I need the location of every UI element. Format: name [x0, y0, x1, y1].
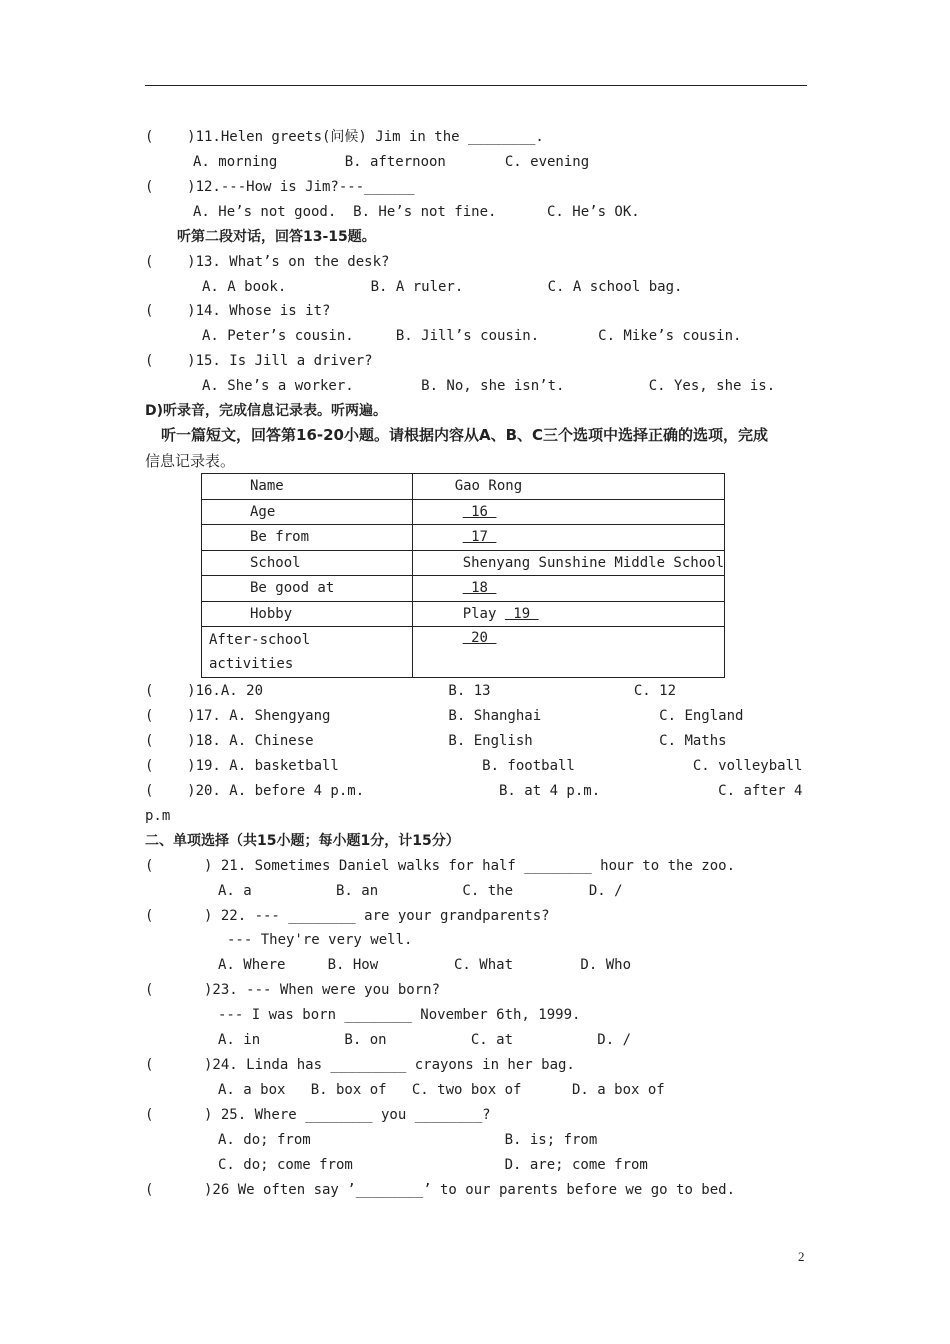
- page-number: 2: [798, 1249, 805, 1264]
- table-row: [202, 627, 725, 678]
- table-key: Be from: [202, 525, 413, 551]
- q25-stem: ( ) 25. Where ________ you ________?: [145, 1107, 491, 1123]
- table-row: [202, 576, 725, 602]
- table-key: Name: [202, 474, 413, 500]
- q16: ( )16.A. 20 B. 13 C. 12: [145, 683, 677, 699]
- q11-stem: ( )11.Helen greets(问候) Jim in the ________.: [145, 129, 544, 145]
- q25-options-cd: C. do; come from D. are; come from: [218, 1157, 648, 1173]
- table-value: Gao Rong: [412, 474, 724, 500]
- part-d-title: D)听录音，完成信息记录表。听两遍。: [145, 403, 388, 419]
- header-rule: [145, 85, 807, 86]
- q23-response: --- I was born ________ November 6th, 1999.: [218, 1007, 581, 1023]
- table-value: Shenyang Sunshine Middle School: [412, 550, 724, 576]
- q14-options: A. Peter’s cousin. B. Jill’s cousin. C. Mike’s cousin.: [202, 328, 742, 344]
- table-key: School: [202, 550, 413, 576]
- blank-16: 16: [462, 503, 497, 520]
- q12-options: A. He’s not good. B. He’s not fine. C. He’s OK.: [193, 204, 640, 220]
- q13-stem: ( )13. What’s on the desk?: [145, 254, 390, 270]
- q20-wrap: p.m: [145, 808, 171, 824]
- blank-19: 19: [504, 605, 539, 622]
- activities-label: activities: [209, 656, 294, 672]
- q15-stem: ( )15. Is Jill a driver?: [145, 353, 373, 369]
- section-title-dialogue-2: 听第二段对话，回答13-15题。: [177, 229, 376, 245]
- table-key: Hobby: [202, 601, 413, 627]
- blank-20: 20: [462, 630, 497, 646]
- q19: ( )19. A. basketball B. football C. volleyball: [145, 758, 803, 774]
- q18: ( )18. A. Chinese B. English C. Maths: [145, 733, 727, 749]
- table-row: [202, 525, 725, 551]
- after-school-label: After-school: [209, 632, 311, 648]
- q17: ( )17. A. Shengyang B. Shanghai C. England: [145, 708, 744, 724]
- hobby-prefix: Play: [462, 605, 505, 622]
- section-title-single-choice: 二、单项选择（共15小题；每小题1分，计15分）: [145, 833, 460, 849]
- table-row: [202, 601, 725, 627]
- q12-stem: ( )12.---How is Jim?---______: [145, 179, 415, 195]
- q22-stem: ( ) 22. --- ________ are your grandparents?: [145, 908, 550, 924]
- q24-options: A. a box B. box of C. two box of D. a box of: [218, 1082, 665, 1098]
- table-key: Age: [202, 499, 413, 525]
- q15-options: A. She’s a worker. B. No, she isn’t. C. Yes, she is.: [202, 378, 776, 394]
- blank-17: 17: [462, 529, 497, 546]
- table-row: [202, 550, 725, 576]
- q23-stem: ( )23. --- When were you born?: [145, 982, 441, 998]
- blank-18: 18: [462, 580, 497, 597]
- q25-options-ab: A. do; from B. is; from: [218, 1132, 598, 1148]
- table-row: [202, 474, 725, 500]
- q14-stem: ( )14. Whose is it?: [145, 303, 331, 319]
- q13-options: A. A book. B. A ruler. C. A school bag.: [202, 279, 683, 295]
- table-key: [202, 627, 413, 678]
- q21-options: A. a B. an C. the D. /: [218, 883, 623, 899]
- info-record-table: [201, 473, 725, 678]
- table-key: Be good at: [202, 576, 413, 602]
- q23-options: A. in B. on C. at D. /: [218, 1032, 632, 1048]
- part-d-instruction-cont: 信息记录表。: [145, 452, 236, 470]
- q11-options: A. morning B. afternoon C. evening: [193, 154, 590, 170]
- q21-stem: ( ) 21. Sometimes Daniel walks for half ________ hour to the zoo.: [145, 858, 736, 874]
- q26-stem: ( )26 We often say ’________’ to our parents before we go to bed.: [145, 1182, 736, 1198]
- table-row: [202, 499, 725, 525]
- q20: ( )20. A. before 4 p.m. B. at 4 p.m. C. after 4: [145, 783, 803, 799]
- q22-response: --- They're very well.: [227, 932, 413, 948]
- q24-stem: ( )24. Linda has _________ crayons in her bag.: [145, 1057, 575, 1073]
- part-d-instruction: 听一篇短文，回答第16-20小题。请根据内容从A、B、C三个选项中选择正确的选项，完成: [161, 426, 769, 444]
- q22-options: A. Where B. How C. What D. Who: [218, 957, 632, 973]
